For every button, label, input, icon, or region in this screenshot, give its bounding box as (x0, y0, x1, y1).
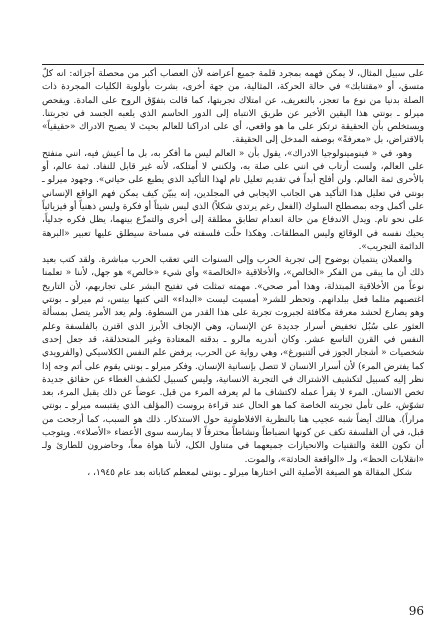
page-number: 96 (408, 604, 424, 618)
header-rule (42, 64, 424, 65)
paragraph: على سبيل المثال، لا يمكن فهمه بمجرد قلمة جميع أعراضه لأن العصاب أكبر من محصلة أجزائه: انه كلٌ متسق، أو «مقتنابك» في حالة الحركة، المثالية، من جهة أخرى، بشرت بأولوية الكليات المجردة ذات الصلة بدنيا من نوع ما تعجز، بالتعريف، عن امتلاك تجربتها، كما قالت بتفوّق الروح على المادة. ويفحص ميرلو ـ بونتي هذا اليقين الأخير عن طريق الانتباه إلى الدور الحاسم الذي يلعبه الجسد في تجربتنا. ويستخلص بأن الحقيقة ترتكز على ما هو واقعي، أي على ادراكنا للعالم بحيث لا يصبح الادراك «حقيقياً» بالاقتراض، بل «معرفةً» بوصفه المدخل إلى الحقيقة. (42, 69, 424, 146)
body-text (42, 68, 424, 480)
paragraph: شكل المقالة هو الصيغة الأصلية التي اختارها ميرلو ـ بونتي لمعظم كتاباته بعد عام ١٩٤٥، ، (87, 467, 412, 478)
paragraph: والعملان ينتميان بوضوح إلى تجربة الحرب وإلى السنوات التي تعقب الحرب مباشرة. ولقد كتب بعيد ذلك أن ما يبقى من الفكر «الخالص»، والأخلاقية «الخالصة» وأي شيء «خالص» هو جهل، لأننا « تعلمنا نوعاً من الأخلاقية المبتذلة، وهذا أمر صحي». مهمته تمثلت في تفتيح البشر على تجاربهم، لأن التاريخ اغتصبهم مثلما فعل ببلدانهم. وتحظر للشر« أمسيت ليست «البداء» التي كتبها بيتس، ثم ميرلو ـ بونتي وهو يصارع لحشد معرفة مكافئة لجبروت تجربة على هذا القدر من السطوة. ولم يعد الأمر يتصل بمسألة العثور على سُبُل تخفيض أسرار جديدة عن الإنسان، وهي الإنجاف الأبرز الذي اقترن بالفلسفة وعلم النفس في القرن التاسع عشر. وكان أندريه مالرو ـ بدقته المعتادة وغير المتحذلقة، قد جعل إحدى شخصيات « أشجار الجوز في ألتنبورغ»، وهي رواية عن الحرب، يرفض علم النفس الكلاسيكي (والفرويدي كما يفترض المرء) لأن أسرار الانسان لا تتصل بإنسانية الإنسان. وفكر ميرلو ـ بونتي يقوم على أتم وجه إذا نظر إليه كسبيل لتكشيف الاشتراك في التجربة الانسانية، وليس كسبيل لكشف الغطاء عن حقائق جديدة تخص الانسان. المرء لا يقرأ عمله لاكتشاف ما لم يعرفه المرء من قبل. عوضاً عن ذلك يقبل المرء، بعد تشوّش، على تأمل تجربته الخاصة كما هو الحال عند قراءة بروست (المؤلف الذي يقتبسه ميرلو ـ بونتي مراراً). هنالك أيضاً شبه عجيب هنا بالنظرية الافلاطونية حول الاستذكار. ذلك هو السبب، كما أرجحت من قبل، في أن الفلسفة تكف عن كونها انضباطاً ونشاطاً محترفاً لا يمارسه سوى الأعضاء «الأصلاء». ويتوجب أن تكون اللغة والتقنيات والانحيازات جميعهما في متناول الكل، لأننا هواة معاً، وحاضرون للطارئ ولـ «انقلابات الحظ»، ولـ «الواقعة الحادثة»، والموت. (42, 255, 424, 465)
paragraph: وهو، في « فينومينولوجيا الادراك»، يقول بأن « العالم ليس ما أفكر به، بل ما أعيش فيه، انني منفتح على العالم، ولست أرتاب في انني على صلة به، ولكنني لا أمتلكه، لأنه غير قابل للنفاد. ثمة عالم، أو بالأحرى ثمة العالم. ولن أفلح أبداً في تقديم تعليل تام لهذا التأكيد الذي يطبع على حياتي». وجهود ميرلو ـ بونتي في تعليل هذا التأكيد هي الجانب الايجابي في المجلدين، إنه يبيّن كيف يمكن فهم الواقع الإنساني على أكمل وجه بمصطلح السلوك (الفعل رغم يرتدي شكلاً) الذي ليس شيئاً أو فكرة وليس ذهنياً أو فيزيائياً على نحو تام. ويدل الاندفاع من حالة انعدام تطابق مطلقة إلى أخرى والتمزّع بينهما، يظل فكره جدلياً، يحيك نفسه في الوقائع وليس المطلقات. وهكذا حلّت فلسفته في مساحة سيطلق عليها تعبير «البرهة الدائمة التجريب». (42, 148, 424, 252)
